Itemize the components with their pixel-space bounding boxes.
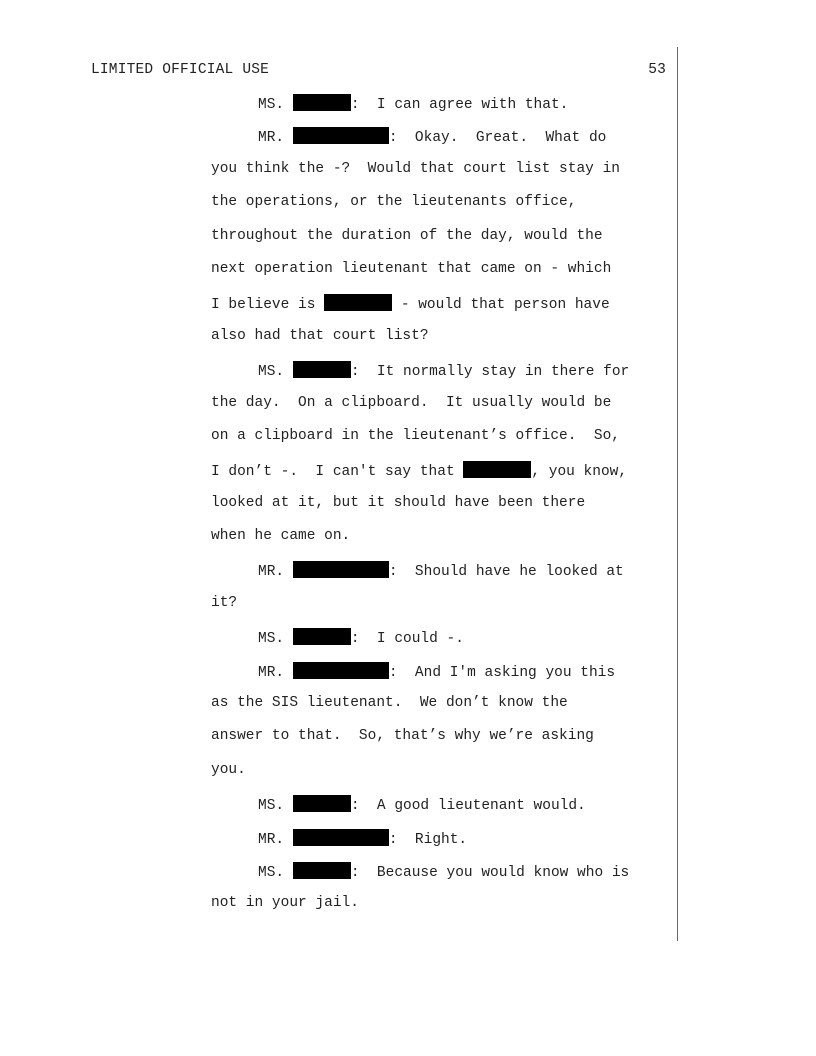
transcript-line bbox=[0, 428, 680, 461]
line-text: as the SIS lieutenant. We don’t know the bbox=[211, 695, 568, 712]
classification-header: LIMITED OFFICIAL USE bbox=[91, 62, 270, 78]
speaker-label: MR. bbox=[258, 831, 293, 848]
redaction-box bbox=[293, 561, 389, 578]
line-text: you think the -? Would that court list stay in bbox=[211, 160, 620, 177]
speaker-label: MR. bbox=[258, 564, 293, 581]
line-text: on a clipboard in the lieutenant’s office. So, bbox=[211, 427, 620, 444]
transcript-line bbox=[0, 895, 680, 928]
redaction-box bbox=[293, 94, 351, 111]
transcript-line bbox=[0, 328, 680, 361]
line-text: : A good lieutenant would. bbox=[350, 798, 586, 815]
line-text: I don’t -. I can't say that bbox=[211, 464, 464, 481]
speaker-label: MS. bbox=[258, 798, 293, 815]
line-text: looked at it, but it should have been there bbox=[211, 494, 586, 511]
line-text: you. bbox=[211, 761, 246, 778]
redaction-box bbox=[293, 127, 389, 144]
transcript-line bbox=[0, 762, 680, 795]
line-text: it? bbox=[211, 594, 238, 611]
line-text: - would that person have bbox=[392, 297, 610, 314]
redaction-box bbox=[293, 829, 389, 846]
transcript-line bbox=[0, 228, 680, 261]
transcript-line bbox=[0, 94, 680, 127]
transcript-line bbox=[0, 495, 680, 528]
redaction-box bbox=[293, 795, 351, 812]
redaction-box bbox=[324, 294, 392, 311]
line-text: I believe is bbox=[211, 297, 325, 314]
transcript-line bbox=[0, 662, 680, 695]
line-text: the day. On a clipboard. It usually would be bbox=[211, 394, 612, 411]
line-text: answer to that. So, that’s why we’re asking bbox=[211, 728, 594, 745]
line-text: throughout the duration of the day, would the bbox=[211, 227, 603, 244]
line-text: : Right. bbox=[388, 831, 468, 848]
line-text: not in your jail. bbox=[211, 895, 359, 912]
speaker-label: MR. bbox=[258, 664, 293, 681]
transcript-line bbox=[0, 294, 680, 327]
redaction-box bbox=[293, 361, 351, 378]
transcript-line bbox=[0, 395, 680, 428]
transcript-line bbox=[0, 194, 680, 227]
redaction-box bbox=[293, 662, 389, 679]
redaction-box bbox=[463, 461, 531, 478]
line-text: : I can agree with that. bbox=[350, 97, 569, 113]
transcript-line bbox=[0, 862, 680, 895]
redaction-box bbox=[293, 628, 351, 645]
transcript-line bbox=[0, 628, 680, 661]
transcript-line bbox=[0, 161, 680, 194]
transcript-line bbox=[0, 561, 680, 594]
transcript-line bbox=[0, 829, 680, 862]
transcript-line bbox=[0, 528, 680, 561]
transcript-line bbox=[0, 361, 680, 394]
line-text: : I could -. bbox=[350, 631, 464, 648]
redaction-box bbox=[293, 862, 351, 879]
speaker-label: MS. bbox=[258, 364, 293, 381]
line-text: : Okay. Great. What do bbox=[388, 130, 607, 147]
line-text: : Should have he looked at bbox=[388, 564, 624, 581]
transcript-line bbox=[0, 795, 680, 828]
transcript-line bbox=[0, 461, 680, 494]
line-text: : It normally stay in there for bbox=[350, 364, 630, 381]
transcript-line bbox=[0, 595, 680, 628]
transcript-line bbox=[0, 261, 680, 294]
line-text: : And I'm asking you this bbox=[388, 664, 616, 681]
speaker-label: MR. bbox=[258, 130, 293, 147]
speaker-label: MS. bbox=[258, 631, 293, 648]
line-text: when he came on. bbox=[211, 528, 351, 545]
speaker-label: MS. bbox=[258, 864, 293, 881]
line-text: the operations, or the lieutenants office, bbox=[211, 194, 577, 211]
line-text: next operation lieutenant that came on - which bbox=[211, 260, 612, 277]
speaker-label: MS. bbox=[258, 97, 293, 113]
page-number: 53 bbox=[648, 62, 666, 78]
transcript-line bbox=[0, 728, 680, 761]
transcript-line bbox=[0, 127, 680, 160]
line-text: also had that court list? bbox=[211, 327, 429, 344]
line-text: : Because you would know who is bbox=[350, 864, 630, 881]
transcript-line bbox=[0, 695, 680, 728]
line-text: , you know, bbox=[531, 464, 628, 481]
transcript-lines bbox=[0, 94, 680, 929]
